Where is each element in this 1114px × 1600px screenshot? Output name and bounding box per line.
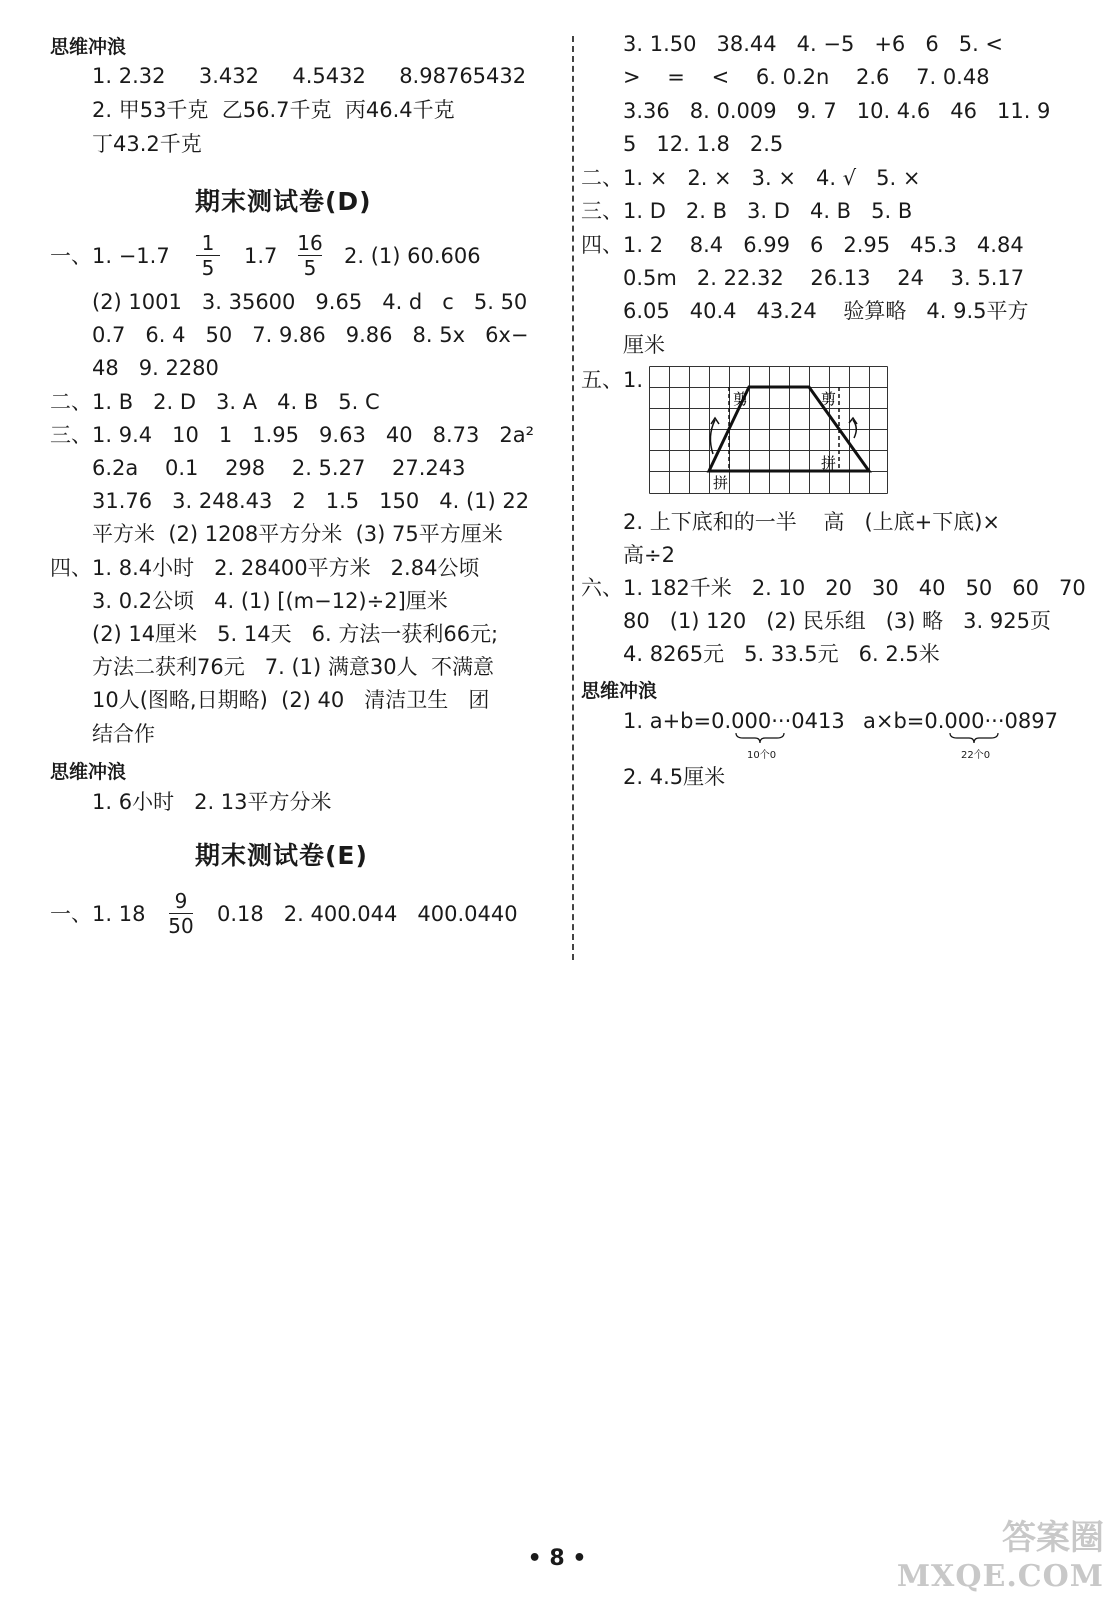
answer-line: 10人(图略,日期略) (2) 40 清洁卫生 团 xyxy=(92,688,490,712)
answer-line: 4. 8265元 5. 33.5元 6. 2.5米 xyxy=(623,642,940,666)
fraction xyxy=(166,890,196,937)
answer-line: 三、1. 9.4 10 1 1.95 9.63 40 8.73 2a² xyxy=(50,423,535,447)
section-heading: 思维冲浪 xyxy=(581,680,658,702)
watermark xyxy=(897,1510,1104,1594)
test-title-e: 期末测试卷(E) xyxy=(195,841,368,870)
numerator: 9 xyxy=(174,889,188,913)
answer-line: (2) 14厘米 5. 14天 6. 方法一获利66元; xyxy=(92,622,499,646)
answer-line: 1. 6小时 2. 13平方分米 xyxy=(92,790,332,814)
section-heading: 思维冲浪 xyxy=(50,36,127,58)
rotate-arrow xyxy=(710,420,715,454)
answer-line: 6.05 40.4 43.24 验算略 4. 9.5平方 xyxy=(623,299,1029,323)
answer-line: 0.18 2. 400.044 400.0440 xyxy=(217,902,518,926)
answer-line: 四、1. 2 8.4 6.99 6 2.95 45.3 4.84 xyxy=(581,233,1024,257)
answer-line: > = < 6. 0.2n 2.6 7. 0.48 xyxy=(623,65,990,89)
grid-label: 拼 xyxy=(821,454,837,472)
denominator: 5 xyxy=(201,256,215,280)
underbrace xyxy=(735,732,785,744)
answer-line: 2. 甲53千克 乙56.7千克 丙46.4千克 xyxy=(92,98,455,122)
answer-line: 六、1. 182千米 2. 10 20 30 40 50 60 70 xyxy=(581,576,1086,600)
page-number: • 8 • xyxy=(527,1546,587,1571)
answer-line: 结合作 xyxy=(92,722,155,746)
watermark-logo-text: 答案圈 xyxy=(1002,1518,1104,1558)
numerator: 1 xyxy=(201,231,215,255)
answer-line: 厘米 xyxy=(623,333,665,357)
column-divider xyxy=(572,36,574,960)
brace-label: 22个0 xyxy=(961,750,991,761)
trapezoid-grid-diagram xyxy=(649,366,889,496)
test-title-d: 期末测试卷(D) xyxy=(195,187,372,216)
brace-label: 10个0 xyxy=(747,750,777,761)
answer-line: 3. 1.50 38.44 4. −5 +6 6 5. < xyxy=(623,32,1004,56)
fraction xyxy=(193,232,223,279)
section-heading: 思维冲浪 xyxy=(50,761,127,783)
answer-line: 二、1. B 2. D 3. A 4. B 5. C xyxy=(50,390,380,414)
answer-line: (2) 1001 3. 35600 9.65 4. d c 5. 50 xyxy=(92,290,528,314)
answer-line: 80 (1) 120 (2) 民乐组 (3) 略 3. 925页 xyxy=(623,609,1051,633)
answer-line: 1. a+b=0.000···0413 xyxy=(623,709,845,733)
answer-line: 31.76 3. 248.43 2 1.5 150 4. (1) 22 xyxy=(92,489,530,513)
answer-line: 方法二获利76元 7. (1) 满意30人 不满意 xyxy=(92,655,494,679)
answer-line: 高÷2 xyxy=(623,543,675,567)
grid-label: 剪 xyxy=(821,390,837,408)
numerator: 16 xyxy=(297,231,323,255)
answer-line: 五、1. xyxy=(581,368,644,392)
answer-line: 1. 2.32 3.432 4.5432 8.98765432 xyxy=(92,64,527,88)
answer-line: 1.7 xyxy=(244,244,278,268)
answer-line: 2. 上下底和的一半 高 (上底+下底)× xyxy=(623,510,1001,534)
answer-line: 二、1. × 2. × 3. × 4. √ 5. × xyxy=(581,166,921,190)
watermark-url: MXQE.COM xyxy=(896,1559,1104,1594)
denominator: 50 xyxy=(168,914,194,938)
answer-line: 2. 4.5厘米 xyxy=(623,765,726,789)
answer-line: a×b=0.000···0897 xyxy=(863,709,1058,733)
answer-line: 一、1. −1.7 xyxy=(50,244,170,268)
answer-line: 三、1. D 2. B 3. D 4. B 5. B xyxy=(581,199,913,223)
answer-line: 0.7 6. 4 50 7. 9.86 9.86 8. 5x 6x− xyxy=(92,323,529,347)
grid-label: 剪 xyxy=(733,390,749,408)
answer-line: 3.36 8. 0.009 9. 7 10. 4.6 46 11. 9 xyxy=(623,99,1051,123)
denominator: 5 xyxy=(303,256,317,280)
answer-line: 丁43.2千克 xyxy=(92,132,202,156)
answer-line: 四、1. 8.4小时 2. 28400平方米 2.84公顷 xyxy=(50,556,480,580)
grid-label: 拼 xyxy=(713,474,729,492)
underbrace xyxy=(949,732,999,744)
answer-line: 6.2a 0.1 298 2. 5.27 27.243 xyxy=(92,456,466,480)
answer-line: 48 9. 2280 xyxy=(92,356,219,380)
answer-line: 一、1. 18 xyxy=(50,902,146,926)
answer-line: 平方米 (2) 1208平方分米 (3) 75平方厘米 xyxy=(92,522,503,546)
fraction xyxy=(295,232,325,279)
answer-line: 0.5m 2. 22.32 26.13 24 3. 5.17 xyxy=(623,266,1025,290)
answer-line: 5 12. 1.8 2.5 xyxy=(623,132,784,156)
answer-line: 2. (1) 60.606 xyxy=(344,244,481,268)
answer-line: 3. 0.2公顷 4. (1) [(m−12)÷2]厘米 xyxy=(92,589,448,613)
